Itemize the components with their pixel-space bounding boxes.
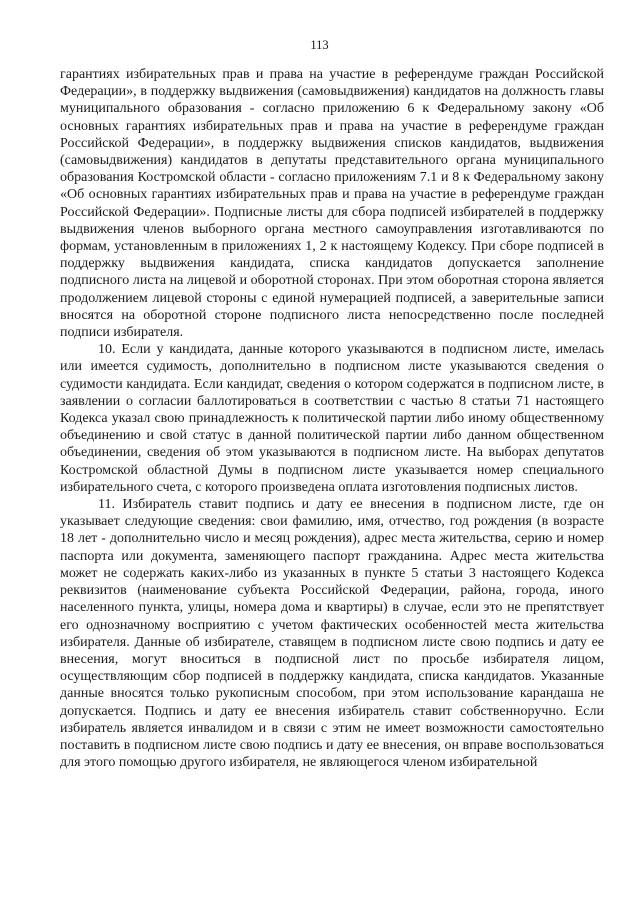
page-number: 113 xyxy=(310,38,329,52)
body-text xyxy=(60,66,604,771)
paragraph-item-11: 11. Избиратель ставит подпись и дату ее внесения в подписном листе, где он указывает следующие сведения: свои фамилию, имя, отчество, год рождения (в возрасте 18 лет - дополнительно число и месяц рождения), адрес места жительства, серию и номер паспорта или документа, заменяющего паспорт гражданина. Адрес места жительства может не содержать каких-либо из указанных в пункте 5 статьи 3 настоящего Кодекса реквизитов (наименование субъекта Российской Федерации, района, города, иного населенного пункта, улицы, номера дома и квартиры) в случае, если это не препятствует его однозначному восприятию с учетом фактических особенностей места жительства избирателя. Данные об избирателе, ставящем в подписном листе свою подпись и дату ее внесения, могут вноситься в подписной лист по просьбе избирателя лицом, осуществляющим сбор подписей в поддержку кандидата, списка кандидатов. Указанные данные вносятся только рукописным способом, при этом использование карандаша не допускается. Подпись и дату ее внесения избиратель ставит собственноручно. Если избиратель является инвалидом и в связи с этим не имеет возможности самостоятельно поставить в подписном листе свою подпись и дату ее внесения, он вправе воспользоваться для этого помощью другого избирателя, не являющегося членом избирательной xyxy=(60,497,604,771)
paragraph-continuation: гарантиях избирательных прав и права на участие в референдуме граждан Российской Федерации», в поддержку выдвижения (самовыдвижения) кандидатов на должность главы муниципального образования - согласно приложению 6 к Федеральному закону «Об основных гарантиях избирательных прав и права на участие в референдуме граждан Российской Федерации», в поддержку выдвижения списков кандидатов, выдвижения (самовыдвижения) кандидатов в депутаты представительного органа муниципального образования Костромской области - согласно приложениям 7.1 и 8 к Федеральному закону «Об основных гарантиях избирательных прав и права на участие в референдуме граждан Российской Федерации». Подписные листы для сбора подписей избирателей в поддержку выдвижения членов выборного органа местного самоуправления изготавливаются по формам, установленным в приложениях 1, 2 к настоящему Кодексу. При сборе подписей в поддержку выдвижения кандидата, списка кандидатов допускается заполнение подписного листа на лицевой и оборотной сторонах. При этом оборотная сторона является продолжением лицевой стороны с единой нумерацией подписей, а заверительные записи вносятся на оборотной стороне подписного листа непосредственно после последней подписи избирателя. xyxy=(60,67,604,341)
paragraph-item-10: 10. Если у кандидата, данные которого указываются в подписном листе, имелась или имеется судимость, дополнительно в подписном листе указываются сведения о судимости кандидата. Если кандидат, сведения о котором содержатся в подписном листе, в заявлении о согласии баллотироваться в соответствии с частью 8 статьи 71 настоящего Кодекса указал свою принадлежность к политической партии либо иному общественному объединению и свой статус в данной политической партии либо данном общественном объединении, сведения об этом указываются в подписном листе. На выборах депутатов Костромской областной Думы в подписном листе указывается номер специального избирательного счета, с которого произведена оплата изготовления подписных листов. xyxy=(60,342,604,495)
